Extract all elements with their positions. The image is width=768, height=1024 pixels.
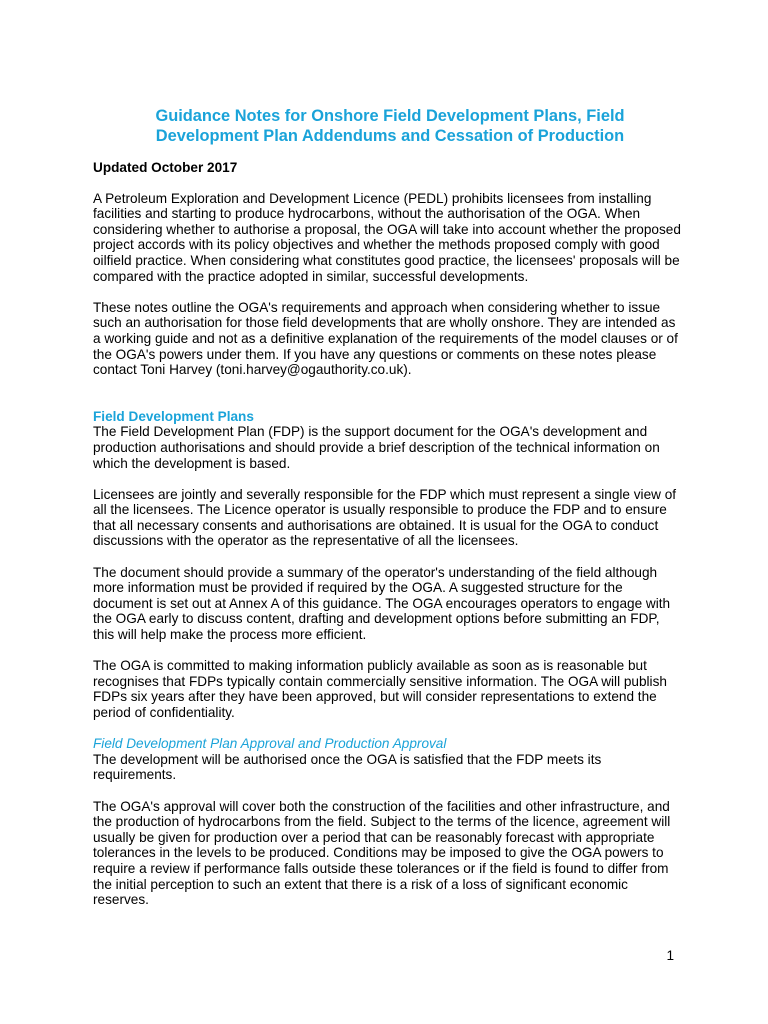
updated-date: Updated October 2017: [93, 160, 238, 175]
title-line-1: Guidance Notes for Onshore Field Development Plans, Field: [155, 107, 625, 125]
document-title: [90, 106, 690, 146]
title-line-2: Development Plan Addendums and Cessation of Production: [155, 127, 625, 145]
section1-paragraph-4: The OGA is committed to making information publicly available as soon as is reasonable but recognises that FDPs typically contain commercially sensitive information. The OGA will publish FDPs six years after they have been approved, but will consider representations to extend the period of confidentiality.: [93, 658, 667, 720]
subsection-heading-approval: Field Development Plan Approval and Production Approval: [93, 736, 447, 752]
section1-paragraph-1: The Field Development Plan (FDP) is the support document for the OGA's development and production authorisations and should provide a brief description of the technical information on which the development is based.: [93, 424, 660, 471]
section-heading-field-development-plans: Field Development Plans: [93, 408, 254, 424]
intro-paragraph-2: These notes outline the OGA's requirements and approach when considering whether to issue such an authorisation for those field developments that are wholly onshore. They are intended as a working guide and not as a definitive explanation of the requirements of the model clauses or of the OGA's powers under them. If you have any questions or comments on these notes please contact Toni Harvey (toni.harvey@ogauthority.co.uk).: [93, 299, 678, 378]
page-number: 1: [666, 948, 674, 963]
section1-paragraph-3: The document should provide a summary of the operator's understanding of the field although more information must be provided if required by the OGA. A suggested structure for the document is set out at Annex A of this guidance. The OGA encourages operators to engage with the OGA early to discuss content, drafting and development options before submitting an FDP, this will help make the process more efficient.: [93, 564, 671, 643]
intro-paragraph-1: A Petroleum Exploration and Development Licence (PEDL) prohibits licensees from installing facilities and starting to produce hydrocarbons, without the authorisation of the OGA. When considering whether to authorise a proposal, the OGA will take into account whether the proposed project accords with its policy objectives and whether the methods proposed comply with good oilfield practice. When considering what constitutes good practice, the licensees' proposals will be compared with the practice adopted in similar, successful developments.: [93, 190, 681, 284]
section2-paragraph-2: The OGA's approval will cover both the construction of the facilities and other infrastructure, and the production of hydrocarbons from the field. Subject to the terms of the licence, agreement will usually be given for production over a period that can be reasonably forecast with appropriate tolerances in the levels to be produced. Conditions may be imposed to give the OGA powers to require a review if performance falls outside these tolerances or if the field is found to differ from the initial perception to such an extent that there is a risk of a loss of significant economic reserves.: [93, 798, 671, 908]
document-body: [93, 160, 683, 923]
section1-paragraph-2: Licensees are jointly and severally responsible for the FDP which must represent a single view of all the licensees. The Licence operator is usually responsible to produce the FDP and to ensure that all necessary consents and authorisations are obtained. It is usual for the OGA to conduct discussions with the operator as the representative of all the licensees.: [93, 486, 677, 549]
section2-paragraph-1: The development will be authorised once the OGA is satisfied that the FDP meets its requirements.: [93, 751, 602, 783]
